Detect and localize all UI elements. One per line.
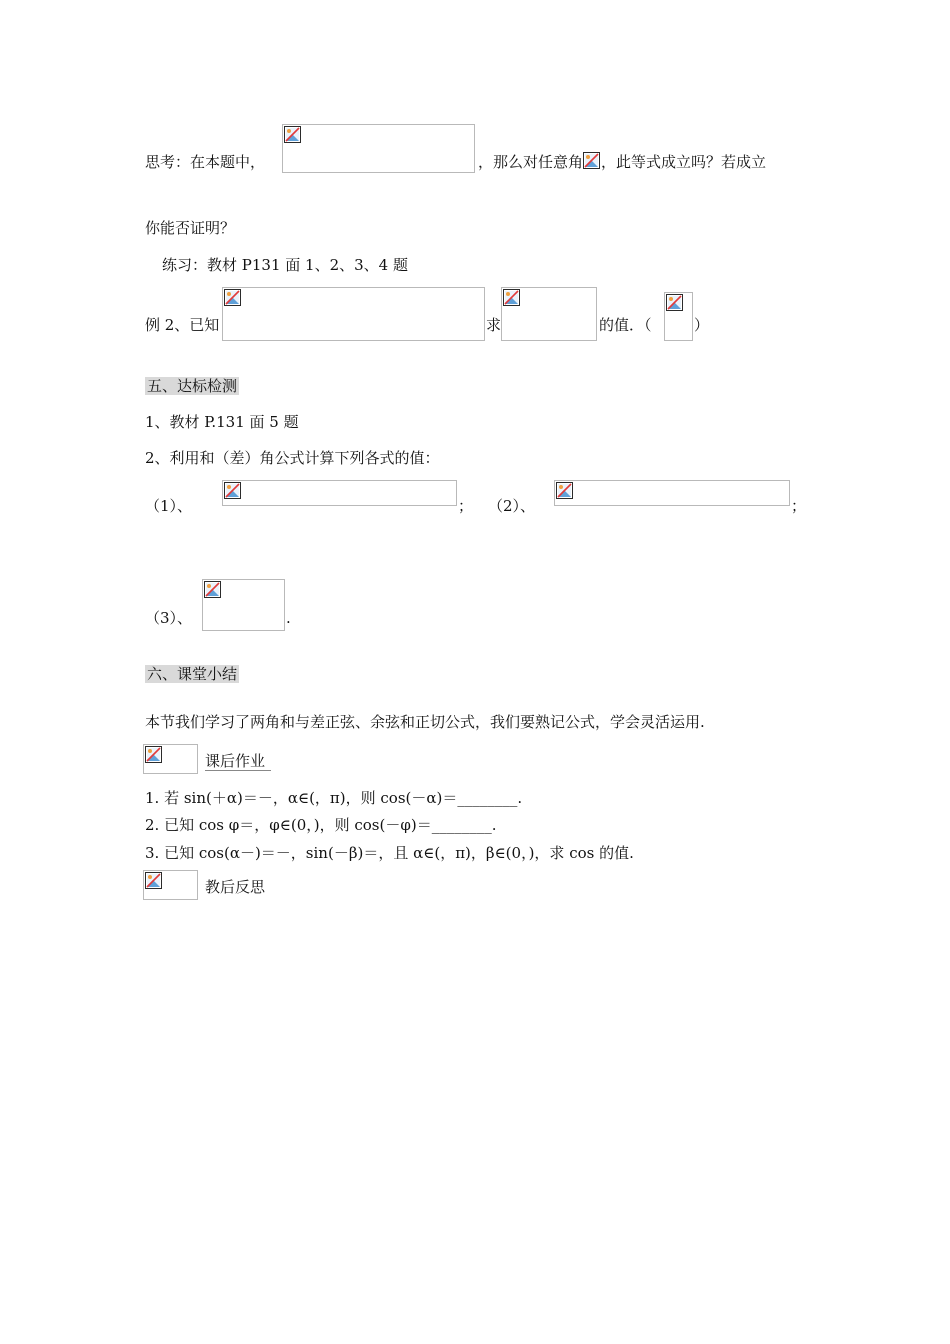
q3-label: （3）、 (145, 609, 193, 627)
section5-item2: 2、利用和（差）角公式计算下列各式的值： (145, 449, 440, 467)
homework-icon-image (143, 744, 198, 774)
reflection-icon-image (143, 870, 198, 900)
homework-title (205, 751, 271, 771)
broken-image-icon (145, 872, 162, 889)
broken-image-icon (224, 482, 241, 499)
broken-image-icon (556, 482, 573, 499)
homework-item-1: 1. 若 sin(＋α)＝－，α∈(，π)，则 cos(－α)＝________. (145, 789, 523, 807)
section6-heading (145, 664, 239, 684)
broken-image-icon (145, 746, 162, 763)
q2-label: （2）、 (488, 497, 536, 515)
practice-line: 练习：教材 P131 面 1、2、3、4 题 (162, 256, 408, 274)
homework-item-2: 2. 已知 cos φ＝，φ∈(0，)，则 cos(－φ)＝________. (145, 816, 497, 834)
broken-image-icon (583, 152, 600, 169)
example2-ask: 求 (486, 316, 502, 334)
think-line (145, 152, 265, 172)
reflection-title: 教后反思 (205, 878, 266, 896)
section6-heading-text: 六、课堂小结 (147, 665, 238, 683)
example2-prefix: 例 2、已知 (145, 316, 220, 334)
q3-end: . (286, 609, 291, 627)
q2-formula-image (554, 480, 790, 506)
q1-end: ； (458, 497, 474, 515)
section5-heading-text: 五、达标检测 (147, 377, 238, 395)
broken-image-icon (284, 126, 301, 143)
section6-summary: 本节我们学习了两角和与差正弦、余弦和正切公式，我们要熟记公式，学会灵活运用. (145, 713, 705, 731)
think-line2: 你能否证明？ (145, 219, 236, 237)
think-line-rest (478, 152, 766, 172)
think-prefix: 思考：在本题中， (145, 153, 266, 171)
example2-answer-image (664, 292, 693, 341)
broken-image-icon (204, 581, 221, 598)
think-middle: ，那么对任意角 (478, 153, 584, 171)
example2-value: 的值．（ (599, 316, 652, 334)
q3-formula-image (202, 579, 285, 631)
think-formula-image (282, 124, 475, 173)
section5-heading (145, 376, 239, 396)
broken-image-icon (666, 294, 683, 311)
example2-close: ） (694, 316, 710, 334)
homework-item-3: 3. 已知 cos(α－)＝－，sin(－β)＝，且 α∈(，π)，β∈(0，)，求 cos 的值. (145, 844, 634, 862)
q1-formula-image (222, 480, 457, 506)
homework-title-text: 课后作业 (205, 752, 271, 771)
angle-image (583, 152, 601, 170)
q1-label: （1）、 (145, 497, 193, 515)
think-suffix: ，此等式成立吗？若成立 (601, 153, 767, 171)
q2-end: ； (791, 497, 807, 515)
broken-image-icon (224, 289, 241, 306)
example2-target-image (501, 287, 597, 341)
section5-item1: 1、教材 P.131 面 5 题 (145, 413, 299, 431)
broken-image-icon (503, 289, 520, 306)
example2-given-image (222, 287, 485, 341)
